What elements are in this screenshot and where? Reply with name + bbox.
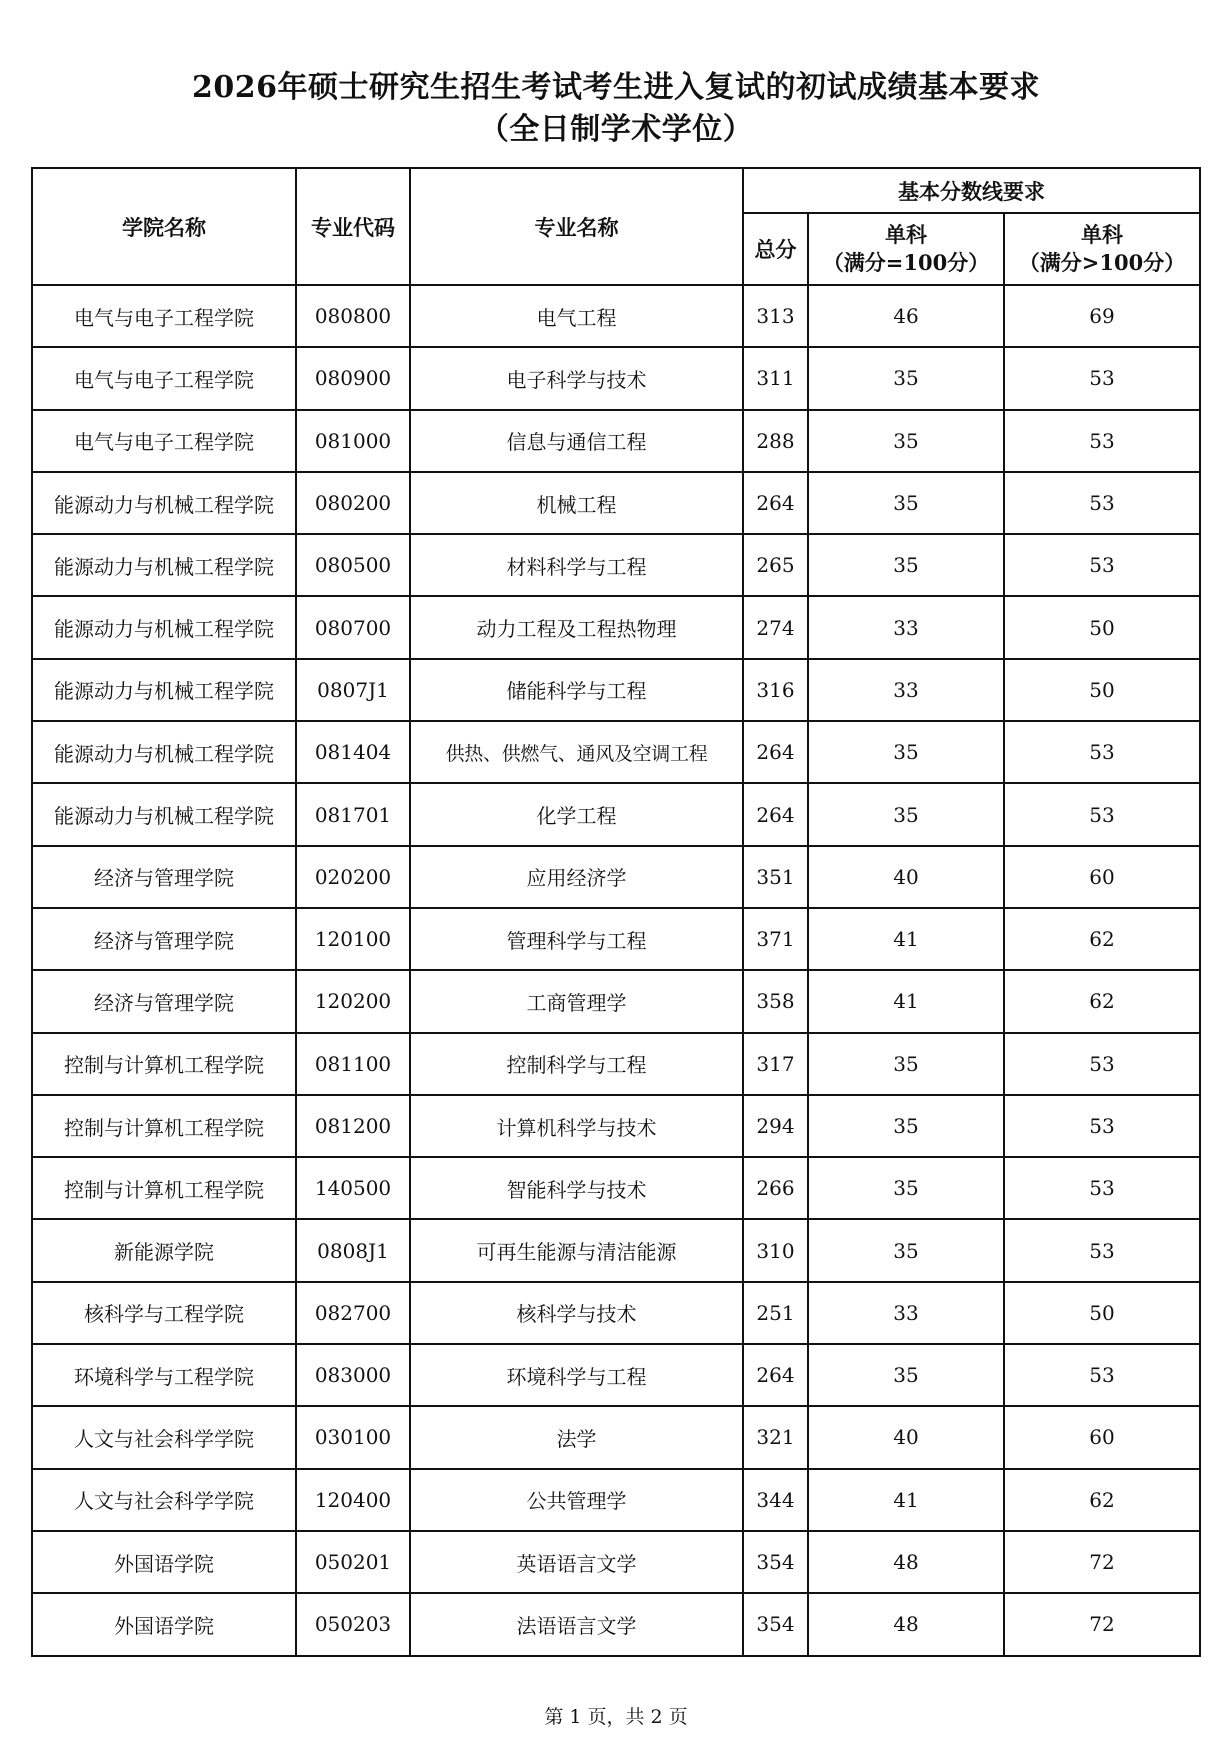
single-over-100-score-cell: 53 xyxy=(1004,472,1200,534)
college-cell: 经济与管理学院 xyxy=(32,970,296,1032)
major-code-cell: 020200 xyxy=(296,846,410,908)
single-over-100-score-cell: 50 xyxy=(1004,596,1200,658)
single-100-score-cell: 41 xyxy=(808,970,1004,1032)
single-100-score-cell: 35 xyxy=(808,783,1004,845)
single-over-100-score-cell: 53 xyxy=(1004,534,1200,596)
table-row xyxy=(32,846,1200,908)
major-code-cell: 0808J1 xyxy=(296,1219,410,1281)
total-score-cell: 354 xyxy=(743,1531,808,1593)
table-row xyxy=(32,908,1200,970)
major-name-cell: 法学 xyxy=(410,1406,743,1468)
page-subtitle: （全日制学术学位） xyxy=(478,112,754,147)
table-row xyxy=(32,1157,1200,1219)
single-over-100-score-cell: 62 xyxy=(1004,970,1200,1032)
table-row xyxy=(32,347,1200,409)
major-code-cell: 081000 xyxy=(296,410,410,472)
college-cell: 经济与管理学院 xyxy=(32,908,296,970)
college-cell: 能源动力与机械工程学院 xyxy=(32,783,296,845)
major-code-cell: 081100 xyxy=(296,1033,410,1095)
single-100-score-cell: 35 xyxy=(808,534,1004,596)
college-cell: 外国语学院 xyxy=(32,1593,296,1655)
table-row xyxy=(32,285,1200,347)
single-100-score-cell: 35 xyxy=(808,1344,1004,1406)
major-code-cell: 082700 xyxy=(296,1282,410,1344)
total-score-cell: 311 xyxy=(743,347,808,409)
major-code-cell: 083000 xyxy=(296,1344,410,1406)
major-code-cell: 081404 xyxy=(296,721,410,783)
major-code-cell: 0807J1 xyxy=(296,659,410,721)
table-row xyxy=(32,534,1200,596)
major-name-cell: 供热、供燃气、通风及空调工程 xyxy=(410,721,743,783)
table-body xyxy=(32,285,1200,1656)
major-code-cell: 050201 xyxy=(296,1531,410,1593)
header-major-name: 专业名称 xyxy=(410,168,743,285)
major-name-cell: 核科学与技术 xyxy=(410,1282,743,1344)
table-row xyxy=(32,659,1200,721)
major-code-cell: 080800 xyxy=(296,285,410,347)
major-code-cell: 120100 xyxy=(296,908,410,970)
single-100-score-cell: 48 xyxy=(808,1531,1004,1593)
table-row xyxy=(32,1095,1200,1157)
single-over-100-score-cell: 50 xyxy=(1004,659,1200,721)
single-over-100-score-cell: 53 xyxy=(1004,1095,1200,1157)
total-score-cell: 317 xyxy=(743,1033,808,1095)
college-cell: 能源动力与机械工程学院 xyxy=(32,721,296,783)
table-row xyxy=(32,1219,1200,1281)
header-single-100-note: （满分=100分） xyxy=(822,250,990,275)
college-cell: 外国语学院 xyxy=(32,1531,296,1593)
college-cell: 新能源学院 xyxy=(32,1219,296,1281)
single-100-score-cell: 35 xyxy=(808,410,1004,472)
single-100-score-cell: 33 xyxy=(808,659,1004,721)
table-row xyxy=(32,410,1200,472)
total-score-cell: 251 xyxy=(743,1282,808,1344)
college-cell: 控制与计算机工程学院 xyxy=(32,1157,296,1219)
header-single-over-100-label: 单科 xyxy=(1081,222,1124,247)
major-name-cell: 智能科学与技术 xyxy=(410,1157,743,1219)
table-row xyxy=(32,1593,1200,1655)
header-major-code: 专业代码 xyxy=(296,168,410,285)
college-cell: 控制与计算机工程学院 xyxy=(32,1033,296,1095)
single-over-100-score-cell: 72 xyxy=(1004,1531,1200,1593)
header-single-over-100-note: （满分>100分） xyxy=(1018,250,1186,275)
total-score-cell: 264 xyxy=(743,472,808,534)
single-100-score-cell: 40 xyxy=(808,1406,1004,1468)
college-cell: 能源动力与机械工程学院 xyxy=(32,534,296,596)
single-over-100-score-cell: 53 xyxy=(1004,347,1200,409)
major-name-cell: 储能科学与工程 xyxy=(410,659,743,721)
college-cell: 能源动力与机械工程学院 xyxy=(32,659,296,721)
major-name-cell: 英语语言文学 xyxy=(410,1531,743,1593)
single-over-100-score-cell: 53 xyxy=(1004,1033,1200,1095)
single-over-100-score-cell: 53 xyxy=(1004,1157,1200,1219)
table-row xyxy=(32,1282,1200,1344)
major-code-cell: 080700 xyxy=(296,596,410,658)
single-over-100-score-cell: 72 xyxy=(1004,1593,1200,1655)
college-cell: 电气与电子工程学院 xyxy=(32,410,296,472)
total-score-cell: 316 xyxy=(743,659,808,721)
major-code-cell: 140500 xyxy=(296,1157,410,1219)
total-score-cell: 294 xyxy=(743,1095,808,1157)
single-100-score-cell: 35 xyxy=(808,1157,1004,1219)
score-table xyxy=(31,167,1201,1657)
major-code-cell: 050203 xyxy=(296,1593,410,1655)
total-score-cell: 351 xyxy=(743,846,808,908)
college-cell: 环境科学与工程学院 xyxy=(32,1344,296,1406)
single-over-100-score-cell: 53 xyxy=(1004,1344,1200,1406)
table-row xyxy=(32,596,1200,658)
major-code-cell: 081701 xyxy=(296,783,410,845)
single-100-score-cell: 46 xyxy=(808,285,1004,347)
single-100-score-cell: 35 xyxy=(808,1095,1004,1157)
table-row xyxy=(32,783,1200,845)
total-score-cell: 354 xyxy=(743,1593,808,1655)
college-cell: 能源动力与机械工程学院 xyxy=(32,472,296,534)
major-name-cell: 材料科学与工程 xyxy=(410,534,743,596)
major-name-cell: 公共管理学 xyxy=(410,1469,743,1531)
college-cell: 核科学与工程学院 xyxy=(32,1282,296,1344)
major-name-cell: 化学工程 xyxy=(410,783,743,845)
college-cell: 人文与社会科学学院 xyxy=(32,1406,296,1468)
major-code-cell: 120400 xyxy=(296,1469,410,1531)
total-score-cell: 321 xyxy=(743,1406,808,1468)
table-row xyxy=(32,1406,1200,1468)
table-row xyxy=(32,1531,1200,1593)
total-score-cell: 264 xyxy=(743,1344,808,1406)
single-100-score-cell: 35 xyxy=(808,347,1004,409)
major-code-cell: 030100 xyxy=(296,1406,410,1468)
college-cell: 经济与管理学院 xyxy=(32,846,296,908)
single-over-100-score-cell: 60 xyxy=(1004,846,1200,908)
major-name-cell: 动力工程及工程热物理 xyxy=(410,596,743,658)
header-single-over-100 xyxy=(1004,213,1200,285)
major-name-cell: 应用经济学 xyxy=(410,846,743,908)
total-score-cell: 310 xyxy=(743,1219,808,1281)
college-cell: 电气与电子工程学院 xyxy=(32,347,296,409)
single-over-100-score-cell: 53 xyxy=(1004,1219,1200,1281)
single-100-score-cell: 41 xyxy=(808,908,1004,970)
single-100-score-cell: 33 xyxy=(808,1282,1004,1344)
college-cell: 能源动力与机械工程学院 xyxy=(32,596,296,658)
header-score-requirements: 基本分数线要求 xyxy=(743,168,1200,213)
major-name-cell: 法语语言文学 xyxy=(410,1593,743,1655)
header-college: 学院名称 xyxy=(32,168,296,285)
table-row xyxy=(32,970,1200,1032)
total-score-cell: 265 xyxy=(743,534,808,596)
table-row xyxy=(32,1033,1200,1095)
table-row xyxy=(32,1469,1200,1531)
page-title: 2026年硕士研究生招生考试考生进入复试的初试成绩基本要求 xyxy=(192,70,1040,105)
major-name-cell: 信息与通信工程 xyxy=(410,410,743,472)
college-cell: 电气与电子工程学院 xyxy=(32,285,296,347)
major-name-cell: 机械工程 xyxy=(410,472,743,534)
major-name-cell: 可再生能源与清洁能源 xyxy=(410,1219,743,1281)
single-over-100-score-cell: 62 xyxy=(1004,1469,1200,1531)
major-code-cell: 080900 xyxy=(296,347,410,409)
major-code-cell: 080200 xyxy=(296,472,410,534)
major-name-cell: 环境科学与工程 xyxy=(410,1344,743,1406)
major-name-cell: 电子科学与技术 xyxy=(410,347,743,409)
total-score-cell: 264 xyxy=(743,783,808,845)
single-over-100-score-cell: 62 xyxy=(1004,908,1200,970)
total-score-cell: 313 xyxy=(743,285,808,347)
single-100-score-cell: 41 xyxy=(808,1469,1004,1531)
header-single-100 xyxy=(808,213,1004,285)
single-over-100-score-cell: 60 xyxy=(1004,1406,1200,1468)
total-score-cell: 274 xyxy=(743,596,808,658)
header-total-score: 总分 xyxy=(743,213,808,285)
total-score-cell: 266 xyxy=(743,1157,808,1219)
single-100-score-cell: 35 xyxy=(808,1033,1004,1095)
table-row xyxy=(32,721,1200,783)
table-row xyxy=(32,472,1200,534)
single-100-score-cell: 35 xyxy=(808,721,1004,783)
single-100-score-cell: 35 xyxy=(808,1219,1004,1281)
major-name-cell: 管理科学与工程 xyxy=(410,908,743,970)
header-single-100-label: 单科 xyxy=(885,222,927,247)
single-100-score-cell: 33 xyxy=(808,596,1004,658)
single-100-score-cell: 40 xyxy=(808,846,1004,908)
header-row-1 xyxy=(32,168,1200,213)
total-score-cell: 344 xyxy=(743,1469,808,1531)
single-100-score-cell: 35 xyxy=(808,472,1004,534)
major-code-cell: 080500 xyxy=(296,534,410,596)
major-code-cell: 120200 xyxy=(296,970,410,1032)
total-score-cell: 358 xyxy=(743,970,808,1032)
total-score-cell: 371 xyxy=(743,908,808,970)
single-over-100-score-cell: 69 xyxy=(1004,285,1200,347)
single-over-100-score-cell: 53 xyxy=(1004,410,1200,472)
single-over-100-score-cell: 53 xyxy=(1004,783,1200,845)
total-score-cell: 264 xyxy=(743,721,808,783)
total-score-cell: 288 xyxy=(743,410,808,472)
single-over-100-score-cell: 50 xyxy=(1004,1282,1200,1344)
major-code-cell: 081200 xyxy=(296,1095,410,1157)
major-name-cell: 电气工程 xyxy=(410,285,743,347)
table-row xyxy=(32,1344,1200,1406)
major-name-cell: 工商管理学 xyxy=(410,970,743,1032)
single-100-score-cell: 48 xyxy=(808,1593,1004,1655)
single-over-100-score-cell: 53 xyxy=(1004,721,1200,783)
college-cell: 控制与计算机工程学院 xyxy=(32,1095,296,1157)
major-name-cell: 控制科学与工程 xyxy=(410,1033,743,1095)
page-number: 第 1 页，共 2 页 xyxy=(544,1706,688,1728)
major-name-cell: 计算机科学与技术 xyxy=(410,1095,743,1157)
college-cell: 人文与社会科学学院 xyxy=(32,1469,296,1531)
